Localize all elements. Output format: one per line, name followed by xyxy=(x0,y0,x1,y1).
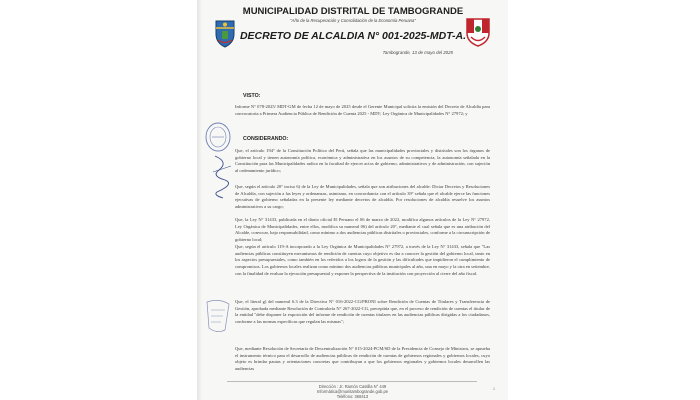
side-stamp-icon xyxy=(203,296,233,336)
peru-shield-icon xyxy=(465,17,491,47)
municipality-name: MUNICIPALIDAD DISTRITAL DE TAMBOGRANDE xyxy=(242,6,464,17)
footer-email: Informática@munitambogrande.gob.pe xyxy=(316,389,389,394)
considerando-paragraph-1: Que, el artículo 194° de la Constitución Política del Perú, señala que las municipalidades provinciales y distritales son los órganos de gobierno local y tienen autonomía política, económica y administrativa en los asuntos de su competencia, la autonomía señalada en la Constitución para las Municipalidades radica en la facultad de ejercer actos de gobierno, administrativos y de administración, con sujeción al ordenamiento jurídico; xyxy=(235,148,490,174)
considerando-paragraph-5: Que, el literal g) del numeral 6.3 de la Directiva N° 016-2022-CG/PRONI sobre Rendición de Cuentas de Titulares y Transferencia de Gestión, aprobada mediante Resolución de Contraloría N° 267-2022-CG, precepttúa que, en el proceso de rendición de cuentas el titular de la entidad "debe disponer la exposición del informe de rendición de cuentas titulares en las audiencias públicas dirigidas a los ciudadanos, conforme a las normas específicas que regulan las mismas"; xyxy=(235,299,490,325)
official-stamp-icon xyxy=(203,120,233,154)
page-number: 1 xyxy=(493,387,495,391)
considerando-paragraph-6: Que, mediante Resolución de Secretaría de Descentralización N° 015-2024-PCM/SD de la Presidencia de Consejo de Ministros, se aprueba el instrumento técnico para el desarrollo de audiencias públicas de rendición de cuentas de gobiernos regionales y gobiernos locales, cuyo objeto es brindar pautas y orientaciones concretas que contribuyan a que los gobiernos regionales y gobiernos locales desarrollen las audiencias xyxy=(235,346,490,372)
considerando-paragraph-4: Que, según el artículo 119-A incorporado a la Ley Orgánica de Municipalidades N° 27972, a través de la Ley N° 31433, señala que "Las audiencias públicas constituyen mecanismos de rendición de cuentas cuyo objetivo es dar a conocer la gestión del gobierno local, tanto en los aspectos presupuestales, como también en los referidos a los logros de la gestión y las dificultades que impidieron el cumplimiento de compromisos. Los gobiernos locales realizan como mínimo dos audiencias públicas municipales al año, una en mayo y la otra en setiembre, con la finalidad de evaluar la ejecución presupuestal y exponer la perspectiva de la institución con proyección al cierre del año fiscal. xyxy=(235,244,490,276)
decree-date: Tambogrande, 13 de mayo del 2025 xyxy=(382,50,453,55)
visto-paragraph: Informe N° 078-2025/ MDT-GM de fecha 12 de mayo de 2025 desde el Gerente Municipal solicita la emisión del Decreto de Alcaldía para convocatoria a Primera Audiencia Pública de Rendición de Cuenta 2025 - MDT; Ley Orgánica de Municipalidades N° 27972; y xyxy=(235,104,490,116)
document-page xyxy=(197,0,508,400)
decree-title: DECRETO DE ALCALDIA N° 001-2025-MDT-A. xyxy=(239,30,467,42)
considerando-paragraph-3: Que, la Ley N° 31433, publicada en el diario oficial El Peruano el 06 de marzo de 2022, modifica algunos artículos de la Ley N° 27972, Ley Orgánica de Municipalidades, entre ellos, modifica su numeral 06) del artículo 20°, mediante el cual señala que es una atribución del Alcalde, convocar, bajo responsabilidad, como mínimo a dos audiencias públicas distritales o provinciales, conforme a la circunscripción de gobierno local; xyxy=(235,217,490,243)
handwritten-signature-icon xyxy=(209,152,237,200)
year-motto: "Año de la Recuperación y Consolidación de la Economía Peruana" xyxy=(290,18,416,23)
considerando-paragraph-2: Que, según el artículo 20° inciso 6) de la Ley de Municipalidades, señala que son atribuciones del alcalde: Dictar Decretos y Resoluciones de Alcaldía, con sujeción a las leyes y ordenanzas, asimismo, en concordancia con el artículo 39° señala que el alcalde ejerce las funciones ejecutivas de gobierno señaladas en la presente ley mediante decretos de alcaldía. Por resoluciones de alcaldía resuelve los asuntos administrativos a su cargo; xyxy=(235,184,490,210)
page-footer xyxy=(197,384,508,399)
considerando-heading: CONSIDERANDO: xyxy=(243,136,289,142)
footer-divider xyxy=(227,381,477,382)
footer-address: Dirección : Jr. Ramón Castilla N° 449 xyxy=(318,384,387,389)
municipal-coat-of-arms-icon xyxy=(213,18,237,48)
visto-heading: VISTO: xyxy=(243,93,261,99)
page-fold-shadow xyxy=(197,0,202,400)
letterhead xyxy=(197,6,508,58)
footer-phone: Teléfono: 368413 xyxy=(336,394,369,399)
